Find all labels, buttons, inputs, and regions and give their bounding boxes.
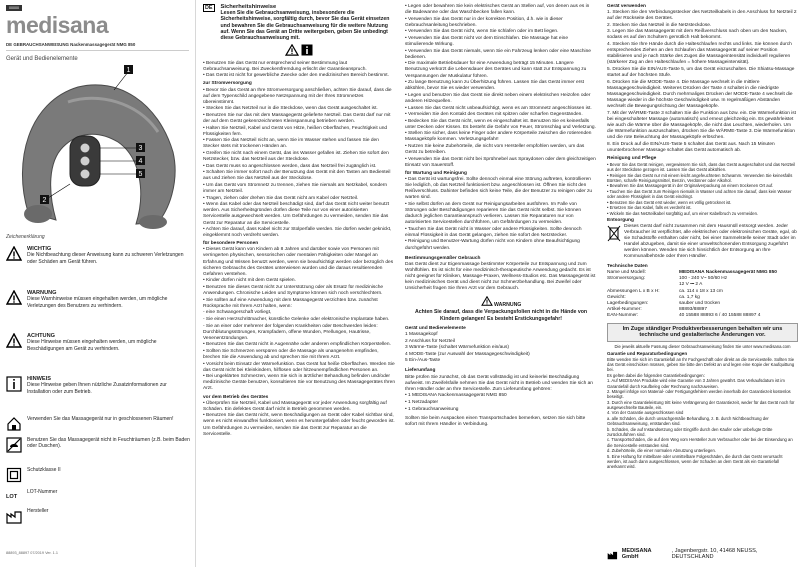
safety-item: • Legen und benutzen Sie das Gerät nie direkt neben einem elektrischen Heizofen oder anderen Hitzequellen. xyxy=(405,92,591,104)
warning-title: WARNUNG xyxy=(493,302,522,309)
warranty-item: b. Schäden, die auf Instandsetzung oder Eingriffe durch den Käufer oder unbefugte Dritte zurückzuführen sind. xyxy=(607,426,773,437)
subsection-usage: Gerät verwenden xyxy=(607,4,646,9)
legend-title: WICHTIG xyxy=(27,246,52,252)
usage-step: 5. Drücken Sie die EIN/AUS-Taste 5, um das Gerät einzuschalten. Die Shiatsu-Massage startet auf der höchsten Stufe. xyxy=(607,66,795,79)
read-manual-warning: Lesen Sie die Gebrauchsanweisung, insbesondere die Sicherheitshinweise, sorgfältig durch, bevor Sie das Gerät einsetzen und bewahren Sie die Gebrauchsanweisung für die weitere Nutzung auf. Wenn Sie das Gerät an Dritte weitergeben, geben Sie unbedingt diese Gebrauchsanweisung mit. xyxy=(220,10,390,42)
legend-title: HINWEIS xyxy=(27,376,51,382)
usage-step: 6. Drücken Sie die MODE-Taste 4. Die Massage wechselt in die mittlere Massagegeschwindigkeit. Weiteres Drücken der Taste 4 schaltet in die niedrigste Massagegeschwindigkeit. Durch mehrmaliges Drücken der MODE-Taste 4 wechselt die Massage wieder in die höchste Geschwindigkeit usw. In regelmäßigen Abständen wechselt die Bewegungsrichtung der Massageköpfe. xyxy=(607,79,793,109)
safety-item: • Benutzen Sie das Gerät nicht, wenn Beschädigungen an Gerät oder Kabel sichtbar sind, wenn es nicht einwandfrei funktioniert, wenn es heruntergefallen oder feucht geworden ist. Um Gefährdungen zu vermeiden, senden Sie das Gerät zur Reparatur an die Servicestelle. xyxy=(203,413,395,437)
safety-item: • Bevor Sie das Gerät an Ihre Stromversorgung anschließen, achten Sie darauf, dass die auf dem Typenschild angegebene Netzspannung mit der Ihres Stromnetzes übereinstimmt. xyxy=(203,87,392,105)
subsection-cleaning: Reinigung und Pflege xyxy=(607,155,657,161)
manual-subtitle: DE GEBRAUCHSANWEISUNG Nackenmassagegerät NMG 850 xyxy=(6,42,136,47)
warranty-item: Bitte wenden Sie sich im Garantiefall an Ihr Fachgeschäft oder direkt an die Servicestelle. Sollten Sie das Gerät einschicken müssen, geben Sie bitte den Defekt an und legen eine Kopie der Kaufquittung bei. xyxy=(607,357,795,373)
delivery-item: • 1 Netzadapter xyxy=(405,399,439,405)
callout-3-label: 3 xyxy=(138,145,143,152)
cleaning-item: • Reinigen Sie das Gerät nur mit einem leicht angefeuchteten Schwamm. Verwenden Sie keinesfalls Bürsten, scharfe Reinigungsmittel, Benzin, Verdünner oder Alkohol. xyxy=(607,172,793,183)
indoor-house-icon xyxy=(6,416,22,432)
subsection-warranty: Garantie und Reparaturbedingungen xyxy=(607,350,688,356)
usage-step: 3. Legen Sie das Massagegerät mit dem Reißverschluss nach oben um den Nacken, sodass es auf den Schultern gemütlich Halt bekommt. xyxy=(607,29,788,41)
cleaning-item: • Wickeln Sie das Netzteilkabel sorgfältig auf, um einer Kabelbruch zu vermeiden. xyxy=(607,210,759,216)
warranty-item: 4. Von der Garantie ausgeschlossen sind xyxy=(607,410,684,416)
legend-protection-class xyxy=(6,467,190,483)
care-item: • Sie selbst dürfen an dem Gerät nur Reinigungsarbeiten ausführen. Im Falle von Störungen oder Beschädigungen reparieren Sie das Gerät nicht selbst. Sie können dadurch jeglichen Garantieanspruch verlieren. Lassen Sie Reparaturen nur von autorisierten Servicestellen durchführen, um Gefährdungen zu vermeiden. xyxy=(405,201,581,226)
safety-column xyxy=(197,0,399,567)
care-item: • Reinigung und Benutzer-Wartung dürfen nicht von Kindern ohne Beaufsichtigung durchgeführt werden. xyxy=(405,239,580,251)
website-note: Die jeweils aktuelle Fassung dieser Gebrauchsanweisung finden Sie unter www.medisana.com xyxy=(614,343,791,349)
safety-item: • Benutzen Sie dieses Gerät nicht zur Unterstützung oder als Ersatz für medizinische Anwendungen. Chronische Leiden und Symptome können sich noch verschlechtern. xyxy=(203,284,384,297)
safety-item: • Tragen, ziehen oder drehen Sie das Gerät nicht am Kabel oder Netzteil. xyxy=(203,195,359,201)
safety-item: • Verwenden Sie das Gerät niemals, wenn Sie ein Fahrzeug lenken oder eine Maschine bedienen. xyxy=(405,48,591,60)
safety-item: - eine Schwangerschaft vorliegt, xyxy=(203,310,272,316)
warning-triangle-icon xyxy=(481,296,493,306)
subsection-persons: für besondere Personen xyxy=(203,241,259,247)
legend-important xyxy=(6,246,190,265)
legend-title: ACHTUNG xyxy=(27,333,55,339)
cover-column xyxy=(0,0,196,567)
delivery-item: • 1 Gebrauchsanweisung xyxy=(405,406,459,412)
safety-item: • Dieses Gerät kann von Kindern ab 8 Jahren und darüber sowie von Personen mit verringerten physischen, sensorischen oder mentalen Fähigkeiten oder Mangel an Erfahrung und Wissen benutzt werden, wenn sie beaufsichtigt werden oder bezüglich des sicheren Gebrauchs des Gerätes unterwiesen wurden und die daraus resultierenden Gefahren verstehen. xyxy=(203,247,394,277)
safety-item: • Zu lange Benutzung kann zu Überhitzung führen. Lassen Sie das Gerät immer erst abkühlen, bevor Sie es wieder verwenden. xyxy=(405,80,584,92)
safety-item: • Verwenden Sie das Gerät nur in der korrekten Position, d.h. wie in dieser Gebrauchsanleitung beschrieben. xyxy=(405,16,563,28)
caution-triangle-icon xyxy=(6,333,22,349)
warranty-item: Es gelten dabei die folgenden Garantiebedingungen: xyxy=(607,372,705,378)
legend-text: Verwenden Sie das Massagegerät nur in geschlossenen Räumen! xyxy=(27,416,174,422)
legend-text: Die Nichtbeachtung dieser Anweisung kann zu schweren Verletzungen oder Schäden am Gerät führen. xyxy=(27,252,184,265)
legend-text: Schutzklasse II xyxy=(27,467,61,473)
disposal-text: Dieses Gerät darf nicht zusammen mit dem Hausmüll entsorgt werden. Jeder Verbraucher ist verpflichtet, alle elektrischen oder elektronischen Geräte, egal, ob sie Schadstoffe enthalten oder nicht, bei einer Sammelstelle seiner Stadt oder im Handel abzugeben, damit sie einer umweltschonenden Entsorgung zugeführt werden können. Wenden Sie sich hinsichtlich der Entsorgung an Ihre Kommunalbehörde oder Ihren Händler. xyxy=(624,223,797,260)
subsection-disposal: Entsorgung xyxy=(607,217,634,223)
legend-no-wet-room xyxy=(6,437,190,453)
warranty-item: 1. Auf MEDISANA Produkte wird eine Garantie von 3 Jahren gewährt. Das Verkaufsdatum ist im Garantiefall durch Kaufbeleg oder Rechnung nachzuweisen. xyxy=(607,378,785,389)
warranty-item: 2. Mängel infolge von Material- oder Fertigungsfehlern werden innerhalb der Garantiezeit kostenlos beseitigt. xyxy=(607,389,791,400)
subsection-care: für Wartung und Reinigung xyxy=(405,170,467,176)
part-item: 2 Anschluss für Netzteil xyxy=(405,338,455,344)
handle-right xyxy=(139,215,167,229)
tech-row: Lagerbedingungen: sauber und trocken xyxy=(607,301,721,307)
company-name: MEDISANA GmbH xyxy=(621,548,652,561)
safety-item: • Fassen Sie das Netzteil nicht an, wenn Sie im Wasser stehen und fassen Sie den Stecker stets mit trockenen Händen an. xyxy=(203,138,379,150)
subsection-delivery: Lieferumfang xyxy=(405,368,436,374)
warranty-item: a. alle Schäden, die durch unsachgemäße Behandlung, z. B. durch Nichtbeachtung der Gebrauchsanweisung, entstanden sind. xyxy=(607,416,769,427)
part-item: 3 Wärme-Taste (schaltet Wärmefunktion ein/aus) xyxy=(405,345,509,351)
device-illustration xyxy=(8,62,190,232)
protection-class-icon xyxy=(6,467,22,483)
lot-icon: LOT xyxy=(6,494,18,500)
safety-item: • Verwenden Sie das Gerät nicht bei Sprühnebel aus Spraydosen oder dem gleichzeitigen Einsatz von Sauerstoff. xyxy=(405,156,596,168)
warranty-list xyxy=(607,357,798,469)
safety-item: • Halten Sie Netzteil, Kabel und Gerät von Hitze, heißen Oberflächen, Feuchtigkeit und Flüssigkeiten fern. xyxy=(203,125,388,137)
safety-item: • Lassen Sie das Gerät nicht unbeaufsichtigt, wenn es am Stromnetz angeschlossen ist. xyxy=(405,105,592,111)
warranty-item: c. Transportschäden, die auf dem Weg vom Hersteller zum Verbraucher oder bei der Einsendung an die Servicestelle entstanden sind. xyxy=(607,437,793,448)
part-item: 5 Ein-/Aus-Taste xyxy=(405,358,441,364)
safety-item: • Nutzen Sie keine Zubehörteile, die nicht vom Hersteller empfohlen werden, um das Gerät zu betreiben. xyxy=(405,144,585,156)
legend-text: Benutzen Sie das Massagegerät nicht in Feuchträumen (z.B. beim Baden oder Duschen). xyxy=(27,437,190,450)
warranty-item: d. Zubehörteile, die einer normalen Abnutzung unterliegen. xyxy=(607,448,716,454)
doc-version: 88893_88897 07/2019 Ver. 1.1 xyxy=(6,551,58,555)
warning-book-icon xyxy=(6,246,22,262)
legend-manufacturer xyxy=(6,508,190,524)
read-manual-icon xyxy=(301,44,313,56)
legend-title: WARNUNG xyxy=(27,290,57,296)
safety-item: • Überprüfen Sie Netzteil, Kabel und Massagegerät vor jeder Anwendung sorgfältig auf Schäden. Ein defektes Gerät darf nicht in Betrieb genommen werden. xyxy=(203,400,387,412)
safety-item: • Um das Gerät vom Stromnetz zu trennen, ziehen Sie niemals am Netzkabel, sondern immer am Netzteil. xyxy=(203,182,388,195)
subsection-power: zur Stromversorgung xyxy=(203,81,252,87)
legend-indoor xyxy=(6,416,190,432)
delivery-intro: Bitte prüfen Sie zunächst, ob das Gerät vollständig ist und keinerlei Beschädigung aufweist. Im Zweifelsfalle nehmen Sie das Gerät nicht in Betrieb und wenden Sie sich an Ihren Händler oder an Ihre Servicestelle. Zum Lieferumfang gehören: xyxy=(405,374,593,392)
tech-row: Gewicht: ca. 1,7 kg xyxy=(607,294,700,300)
warranty-item: 5. Eine Haftung für mittelbare oder unmittelbare Folgeschäden, die durch das Gerät verursacht werden, ist auch dann ausgeschlossen, wenn der Schaden an dem Gerät als ein Garantiefall anerkannt wird. xyxy=(607,453,783,469)
legend-warning xyxy=(6,290,190,309)
intended-use-text: Das Gerät dient zur Eigenmassage bestimmter Körperteile zur Entspannung und zum Wohlfühlen. Es ist nicht für eine medizinisch-therapeutische Anwendung gedacht. Es ist nicht geeignet für Kliniken, Massage-Praxen, Wellness-Studios etc. Das Massagegerät ist kein medizinisches Gerät und dient nicht zur Schmerzbehandlung. Bei Zweifel oder Unsicherheit fragen Sie Ihren Arzt vor dem Gebrauch. xyxy=(405,261,596,292)
part-item: 1 Massagekopf xyxy=(405,332,438,337)
safety-item: • Bei ungeklärten Schmerzen, wenn Sie sich in ärztlicher Behandlung befinden und/oder medizinische Geräte benutzen, konsultieren Sie vor Benutzung des Massagegerätes Ihren Arzt. xyxy=(203,374,395,392)
company-address: , Jagenbergstr. 10, 41468 NEUSS, DEUTSCHLAND xyxy=(671,548,758,561)
warranty-item: 3. Durch eine Garantieleistung tritt keine Verlängerung der Garantiezeit, weder für das Gerät noch für ausgewechselte Bauteile, ein. xyxy=(607,399,795,410)
legend-caution xyxy=(6,333,190,352)
warning-icons xyxy=(203,44,395,59)
subsection-device: vor dem Betrieb des Gerätes xyxy=(203,394,269,400)
brand-logo: medisana xyxy=(6,12,109,38)
safety-item: • Kinder dürfen nicht mit dem Gerät spielen. xyxy=(203,278,296,284)
usage-step: 8. Ein Druck auf die EIN/AUS-Taste 5 schaltet das Gerät aus. Nach 15 Minuten ununterbrochener Massage schaltet das Gerät automatisch ab. xyxy=(607,141,775,153)
safety-item: • Stecken Sie das Netzteil nur in die Steckdose, wenn das Gerät ausgeschaltet ist. xyxy=(203,106,378,112)
cleaning-item: • Ersetzen Sie das Kabel, falls es verdreht ist. xyxy=(607,205,692,211)
legend-text: Diese Hinweise geben Ihnen nützliche Zusatzinformationen zur Installation oder zum Betrieb. xyxy=(27,382,167,395)
corner-badge: 00000 xyxy=(6,5,22,11)
safety-item: • Stellen Sie sicher, dass keine Finger oder andere Körperteile zwischen die rotierenden Massageköpfe kommen. Verletzungsgefahr! xyxy=(405,131,592,143)
heat-button xyxy=(81,144,90,153)
callout-1-label: 1 xyxy=(126,67,131,74)
usage-step: 7. Mit der WÄRME-Taste 3 schalten Sie die Funktion aus bzw. ein. Die Wärmefunktion ist bei eingeschalteter Massage (automatisch) und erneut gleichzeitig ein. Es gewährleistet wie auch die Wärme über die Massageköpfe, die nicht das Leuchten, wiederholen. Um die Wärmefunktion auszuschalten, drücken Sie die WÄRME-Taste 3. Die Wärmefunktion und die rote Beleuchtung der Massageköpfe erlöschen. xyxy=(607,110,797,140)
usage-step: 1. Stecken Sie den Verbindungsstecker des Netzteilkabels in den Anschluss für Netzteil 2 auf der Rückseite des Gerätes. xyxy=(607,10,797,22)
safety-item: - Sie an einer oder mehrerer der folgenden Krankheiten oder Beschwerden leiden: Durchblutungsstörungen, Krampfadern, offene Wunden, Prellungen, Hautrisse, Venenentzündungen. xyxy=(203,323,378,341)
tech-row: Stromversorgung: 100 - 240 V~ 50/60 Hz xyxy=(607,276,728,282)
legend-text: LOT-Nummer xyxy=(27,489,58,495)
usage-column xyxy=(401,0,601,567)
subsection-parts: Gerät und Bedienelemente xyxy=(405,325,466,331)
delivery-item: • 1 MEDISANA Nackenmassagegerät NMG 850 xyxy=(405,393,507,399)
tech-row: Artikel-Nummer: 88893/88897 xyxy=(607,307,708,313)
legend-text: Hersteller xyxy=(27,508,49,514)
cleaning-item: • Tauchen Sie das Gerät zum Reinigen niemals in Wasser und achten Sie darauf, dass kein Wasser oder andere Flüssigkeit in das Gerät eindringt. xyxy=(607,188,792,199)
safety-item: • Verwenden Sie das Gerät nicht, wenn Sie schlafen oder im Bett liegen. xyxy=(405,29,559,35)
legend-lot xyxy=(6,489,190,505)
care-item: • Tauchen Sie das Gerät nicht in Wasser oder andere Flüssigkeiten. Sollte dennoch einmal Flüssigkeit in das Gerät gelangen, ziehen Sie sofort den Netzstecker. xyxy=(405,226,582,238)
improvement-notice: Im Zuge ständiger Produktverbesserungen behalten wir uns technische und gestalterische Änderungen vor. xyxy=(607,323,798,342)
safety-item: • Sie sollten auf eine Anwendung mit dem Massagegerät verzichten bzw. zunächst Rücksprache mit Ihrem Arzt halten, wenn: xyxy=(203,297,378,309)
part-item: 4 MODE-Taste (zur Auswahl der Massagegeschwindigkeit) xyxy=(405,351,530,357)
subsection-tech: Technische Daten xyxy=(607,263,648,269)
power-button xyxy=(81,170,90,179)
warning-triangle-icon xyxy=(285,44,299,56)
callout-4-label: 4 xyxy=(138,158,143,165)
safety-item: • Schalten Sie immer sofort nach der Benutzung das Gerät mit den Tasten am Bedienteil aus und ziehen Sie das Netzteil aus der Steckdose. xyxy=(203,170,391,182)
legend-text: Diese Hinweise müssen eingehalten werden, um mögliche Beschädigungen am Gerät zu verhindern. xyxy=(27,339,157,352)
tech-row: Abmessungen L x B x H: ca. 114 x 18 x 13 cm xyxy=(607,288,723,294)
safety-item: • Wenn das Kabel oder das Netzteil beschädigt sind, darf das Gerät nicht weiter benutzt werden. Aus Sicherheitsgründen dürfen diese Teile nur von einer autorisierten Servicestelle ausgewechselt werden. Um Gefährdungen zu vermeiden, senden Sie das Gerät zur Reparatur an die Servicestelle. xyxy=(203,202,390,226)
cleaning-item: • Bewahren Sie das Massagegerät in der Originalverpackung an einem trockenen Ort auf. xyxy=(607,183,774,189)
no-wet-room-icon xyxy=(6,437,22,453)
language-tag: DE xyxy=(205,5,213,11)
warning-triangle-icon xyxy=(6,290,22,306)
operation-column xyxy=(603,0,802,567)
safety-item: • Benutzen Sie das Gerät nicht in Augennähe oder anderen empfindlichen Körperstellen. xyxy=(203,342,391,348)
usage-step: 2. Stecken Sie das Netzteil in die Netzsteckdose. xyxy=(607,22,712,28)
mode-button xyxy=(81,157,90,166)
care-item: • Das Gerät ist wartungsfrei. Sollte dennoch einmal eine Störung auftreten, kontrollieren Sie lediglich, ob das Netzteil funktioniert bzw. angeschlossen ist. Öffnen Sie nicht den Reißverschluss. Dahinter befinden sich keine Teile, die der Benutzer zu reinigen oder zu warten sind. xyxy=(405,177,593,201)
safety-item: • Das Gerät muss so angeschlossen werden, dass das Netzteil frei zugänglich ist. xyxy=(203,163,377,169)
safety-item: • Benutzen Sie das Gerät nur entsprechend seiner Bestimmung laut Gebrauchsanweisung. Bei Zweckentfremdung erlischt der Garantieanspruch. xyxy=(203,60,367,72)
delivery-outro: Sollten Sie beim Auspacken einen Transportschaden bemerken, setzen Sie sich bitte sofort mit Ihrem Händler in Verbindung. xyxy=(405,415,586,427)
tech-row: EAN-Nummer: 40 15588 88893 6 / 40 15588 88897 4 xyxy=(607,313,761,319)
divider xyxy=(6,50,189,51)
info-icon xyxy=(6,376,22,392)
safety-item: • Legen oder bewahren Sie kein elektrisches Gerät an Stellen auf, von denen aus es in die Badewanne oder das Waschbecken fallen kann. xyxy=(405,4,590,16)
manufacturer-icon xyxy=(607,549,618,560)
safety-item: • Bedecken Sie das Gerät nicht, wenn es eingeschaltet ist. Benutzen Sie es keinesfalls unter Decken oder Kissen. Es besteht die Gefahr von Feuer, Stromschlag und Verletzung. xyxy=(405,118,596,130)
device-title: Gerät und Bedienelemente xyxy=(6,56,78,62)
section-title: Sicherheitshinweise xyxy=(220,4,277,10)
legend-note xyxy=(6,376,190,395)
safety-item: • Verwenden Sie das Gerät nicht vor dem Einschlafen. Die Massage hat eine stimulierende Wirkung. xyxy=(405,35,568,48)
callout-2-label: 2 xyxy=(42,197,47,204)
disposal-block xyxy=(607,224,798,261)
safety-item: • Sollten Sie Schmerzen verspüren oder die Massage als unangenehm empfinden, brechen Sie die Anwendung ab und sprechen Sie mit Ihrem Arzt. xyxy=(203,348,379,360)
legend-text: Diese Warnhinweise müssen eingehalten werden, um mögliche Verletzungen des Benutzers zu verhindern. xyxy=(27,296,168,309)
company-footer xyxy=(607,548,798,560)
cleaning-list xyxy=(607,162,798,216)
subsection-intended-use: Bestimmungsgemäßer Gebrauch xyxy=(405,255,481,261)
safety-item: • Die maximale Betriebsdauer für eine Anwendung beträgt 15 Minuten. Längere Benutzung verkürzt die Lebensdauer des Gerätes und kann statt zur Entspannung zu Verspannungen der Muskulatur führen. xyxy=(405,61,587,79)
safety-item: - Sie einen Herzschrittmacher, künstliche Gelenke oder elektronische Implantate haben. xyxy=(203,316,390,322)
cleaning-item: • Bevor Sie das Gerät reinigen, vergewissern Sie sich, dass das Gerät ausgeschaltet und das Netzteil aus der Steckdose gezogen ist. Lassen Sie das Gerät abkühlen. xyxy=(607,161,796,172)
callout-5-label: 5 xyxy=(138,171,143,178)
cleaning-item: • Benutzen Sie das Gerät erst wieder, wenn es völlig getrocknet ist. xyxy=(607,199,732,205)
safety-item: • Das Gerät ist nicht für gewerbliche Zwecke oder den medizinischen Bereich bestimmt. xyxy=(203,73,389,79)
warning-text: Achten Sie darauf, dass die Verpackungsfolien nicht in die Hände von Kindern gelangen! Es besteht Erstickungsgefahr! xyxy=(414,309,588,322)
packaging-warning xyxy=(405,296,597,322)
usage-step: 4. Stecken Sie Ihre Hände durch die Halteschlaufen rechts und links. Sie können durch entsprechendes Ziehen an den Schlaufen das Massagegerät auf seiner Position stabilisieren und je nach Stärke des Zuges die Massageintensität individuell regulieren (stärkerer Zug an den Halteschlaufen = höhere Massageintensität). xyxy=(607,42,792,66)
safety-item: • Greifen Sie nicht nach einem Gerät, das ins Wasser gefallen ist. Ziehen Sie sofort den Netzstecker, bzw. das Netzteil aus der Steckdose. xyxy=(203,150,389,163)
safety-item: • Benutzen Sie nur das mit dem Massagegerät gelieferte Netzteil. Das Gerät darf nur mit der auf dem Gerät gekennzeichneten Kleinspannung betrieben werden. xyxy=(203,112,391,125)
handle-left xyxy=(24,205,52,223)
safety-item: • Achten Sie darauf, dass Kabel nicht zur Stolperfalle werden. Sie dürfen weder geknickt, eingeklemmt noch verdreht werden. xyxy=(203,227,392,239)
safety-item: • Vermeiden Sie den Kontakt des Gerätes mit spitzen oder scharfen Gegenständen. xyxy=(405,112,583,118)
symbol-legend-title: Zeichenerklärung xyxy=(6,234,45,240)
crossed-bin-icon xyxy=(607,224,621,242)
tech-row: 12 V ⎓ 2 A xyxy=(679,282,703,288)
manufacturer-icon xyxy=(6,508,22,524)
safety-item: • Vorsicht beim Einsatz der Wärmefunktion. Das Gerät hat heiße Oberflächen. Werden Sie das Gerät nicht bei Kleinkindern, hilflosen oder hitzeunempfindlichen Personen an. xyxy=(203,361,395,373)
tech-row: Name und Modell: MEDISANA Nackenmassagegerät NMG 850 xyxy=(607,270,777,276)
